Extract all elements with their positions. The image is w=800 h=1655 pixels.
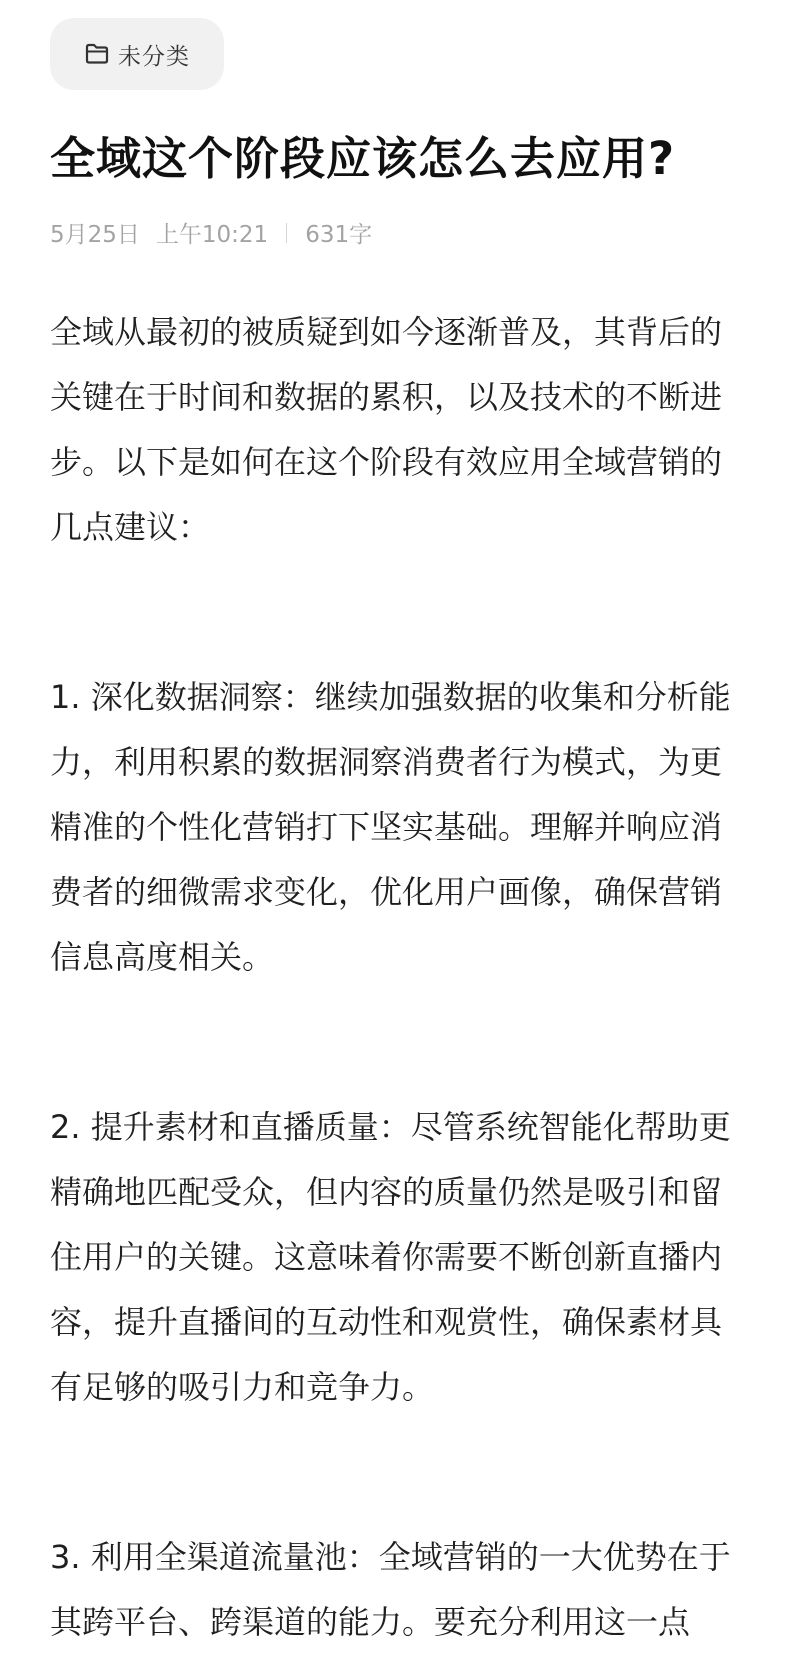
body-paragraph-1: 1. 深化数据洞察：继续加强数据的收集和分析能力，利用积累的数据洞察消费者行为模式，为更精准的个性化营销打下坚实基础。理解并响应消费者的细微需求变化，优化用户画像，确保营销信息高度相关。 [50, 678, 731, 976]
category-label: 未分类 [118, 43, 190, 70]
meta-date: 5月25日 [50, 222, 140, 248]
body-paragraph-2: 2. 提升素材和直播质量：尽管系统智能化帮助更精确地匹配受众，但内容的质量仍然是吸引和留住用户的关键。这意味着你需要不断创新直播内容，提升直播间的互动性和观赏性，确保素材具有足够的吸引力和竞争力。 [50, 1108, 731, 1406]
meta-time: 上午10:21 [155, 222, 269, 248]
article-meta [50, 216, 372, 249]
body-paragraph-3: 3. 利用全渠道流量池：全域营销的一大优势在于其跨平台、跨渠道的能力。要充分利用这一点 [50, 1538, 731, 1641]
category-chip[interactable] [50, 18, 224, 90]
meta-word-count: 631字 [305, 222, 373, 248]
folder-icon [84, 43, 110, 65]
body-paragraph-intro: 全域从最初的被质疑到如今逐渐普及，其背后的关键在于时间和数据的累积，以及技术的不断进步。以下是如何在这个阶段有效应用全域营销的几点建议： [50, 313, 723, 546]
meta-divider [286, 223, 287, 243]
article-title: 全域这个阶段应该怎么去应用? [50, 132, 676, 185]
article-body [50, 300, 750, 1655]
